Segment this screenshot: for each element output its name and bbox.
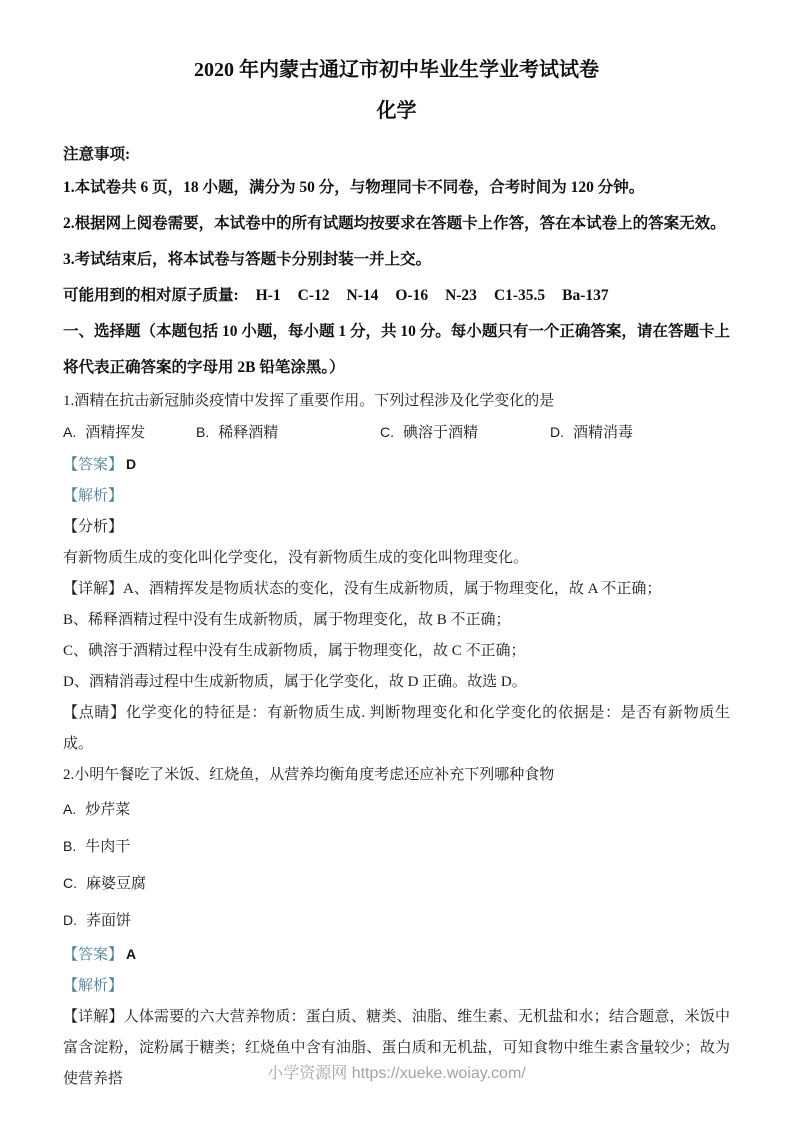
question-2-option-a	[63, 791, 730, 828]
detail-tag: 【详解】	[63, 581, 124, 597]
question-1-detail-b: B、稀释酒精过程中没有生成新物质，属于物理变化，故 B 不正确；	[63, 612, 511, 628]
atomic-mass-value: N-23	[445, 287, 477, 304]
question-1-detail-d: D、酒精消毒过程中生成新物质，属于化学变化，故 D 正确。故选 D。	[63, 674, 527, 690]
option-d-text: 酒精消毒	[573, 425, 634, 441]
question-2-stem: 2.小明午餐吃了米饭、红烧鱼，从营养均衡角度考虑还应补充下列哪种食物	[63, 767, 555, 783]
question-1-fenxi-text: 有新物质生成的变化叫化学变化，没有新物质生成的变化叫物理变化。	[63, 550, 529, 566]
notice-item-3: 3.考试结束后，将本试卷与答题卡分别封装一并上交。	[63, 251, 432, 268]
option-c-label: C.	[63, 875, 77, 891]
option-d-label: D.	[550, 424, 564, 440]
answer-tag: 【答案】	[63, 457, 124, 473]
option-a	[63, 417, 196, 449]
question-1-detail-c: C、碘溶于酒精过程中没有生成新物质，属于物理变化，故 C 不正确；	[63, 643, 526, 659]
option-d-label: D.	[63, 912, 77, 928]
detail-text: 人体需要的六大营养物质：蛋白质、糖类、油脂、维生素、无机盐和水；结合题意，米饭中富含淀粉，淀粉属于糖类；红烧鱼中含有油脂、蛋白质和无机盐，可知食物中维生素含量较少；故为使营养搭	[63, 1009, 730, 1087]
notice-item-1: 1.本试卷共 6 页，18 小题，满分为 50 分，与物理同卡不同卷，合考时间为 120 分钟。	[63, 179, 645, 196]
option-c	[380, 417, 550, 449]
answer-tag: 【答案】	[63, 947, 124, 963]
tip-tag: 【点睛】	[63, 705, 126, 721]
section-heading: 一、选择题（本题包括 10 小题，每小题 1 分，共 10 分。每小题只有一个正确答案，请在答题卡上将代表正确答案的字母用 2B 铅笔涂黑。）	[63, 323, 730, 376]
option-a-text: 炒芹菜	[85, 802, 131, 818]
analysis-tag: 【解析】	[63, 978, 124, 994]
question-1-detail-a	[63, 574, 730, 605]
option-c-text: 碘溶于酒精	[403, 425, 479, 441]
option-b-text: 牛肉干	[85, 839, 131, 855]
atomic-mass-line	[63, 278, 730, 314]
tip-text: 化学变化的特征是：有新物质生成. 判断物理变化和化学变化的依据是：是否有新物质生成。	[63, 705, 730, 752]
option-b-label: B.	[196, 424, 210, 440]
option-a-label: A.	[63, 801, 77, 817]
footer-watermark: 小学资源网 https://xueke.woiay.com/	[267, 1065, 526, 1082]
atomic-mass-value: Ba-137	[562, 287, 609, 304]
question-1-stem: 1.酒精在抗击新冠肺炎疫情中发挥了重要作用。下列过程涉及化学变化的是	[63, 393, 555, 409]
option-c-label: C.	[380, 424, 394, 440]
detail-tag: 【详解】	[63, 1009, 124, 1025]
atomic-mass-label: 可能用到的相对原子质量:	[63, 287, 239, 304]
atomic-mass-value: N-14	[346, 287, 379, 304]
notice-heading: 注意事项:	[63, 146, 131, 163]
question-2-option-c	[63, 865, 730, 902]
atomic-mass-value: H-1	[255, 287, 281, 304]
atomic-mass-value: C1-35.5	[493, 287, 546, 304]
option-d-text: 荞面饼	[86, 913, 132, 929]
option-a-label: A.	[63, 424, 77, 440]
question-2-analysis-tag	[63, 971, 730, 1002]
question-1-fenxi-tag: 【分析】	[63, 519, 124, 535]
question-2-answer-line	[63, 939, 730, 971]
answer-letter: D	[126, 456, 137, 472]
answer-letter: A	[126, 946, 137, 962]
question-1-answer-line	[63, 449, 730, 481]
option-b	[196, 417, 380, 449]
question-1-options-row	[63, 417, 730, 449]
option-b-text: 稀释酒精	[218, 425, 279, 441]
question-2-option-d	[63, 902, 730, 939]
question-1-analysis-tag	[63, 481, 730, 512]
page-title: 2020 年内蒙古通辽市初中毕业生学业考试试卷	[194, 59, 599, 81]
option-d	[550, 417, 730, 449]
atomic-mass-value: C-12	[297, 287, 330, 304]
detail-a-text: A、酒精挥发是物质状态的变化，没有生成新物质，属于物理变化，故 A 不正确；	[123, 581, 662, 597]
option-c-text: 麻婆豆腐	[86, 876, 147, 892]
notice-item-2: 2.根据网上阅卷需要，本试卷中的所有试题均按要求在答题卡上作答，答在本试卷上的答案无效。	[63, 215, 726, 232]
subject-title: 化学	[376, 100, 417, 122]
option-b-label: B.	[63, 838, 77, 854]
question-1-tip	[63, 698, 730, 760]
question-2-option-b	[63, 828, 730, 865]
atomic-mass-value: O-16	[395, 287, 429, 304]
option-a-text: 酒精挥发	[85, 425, 146, 441]
analysis-tag: 【解析】	[63, 488, 124, 504]
